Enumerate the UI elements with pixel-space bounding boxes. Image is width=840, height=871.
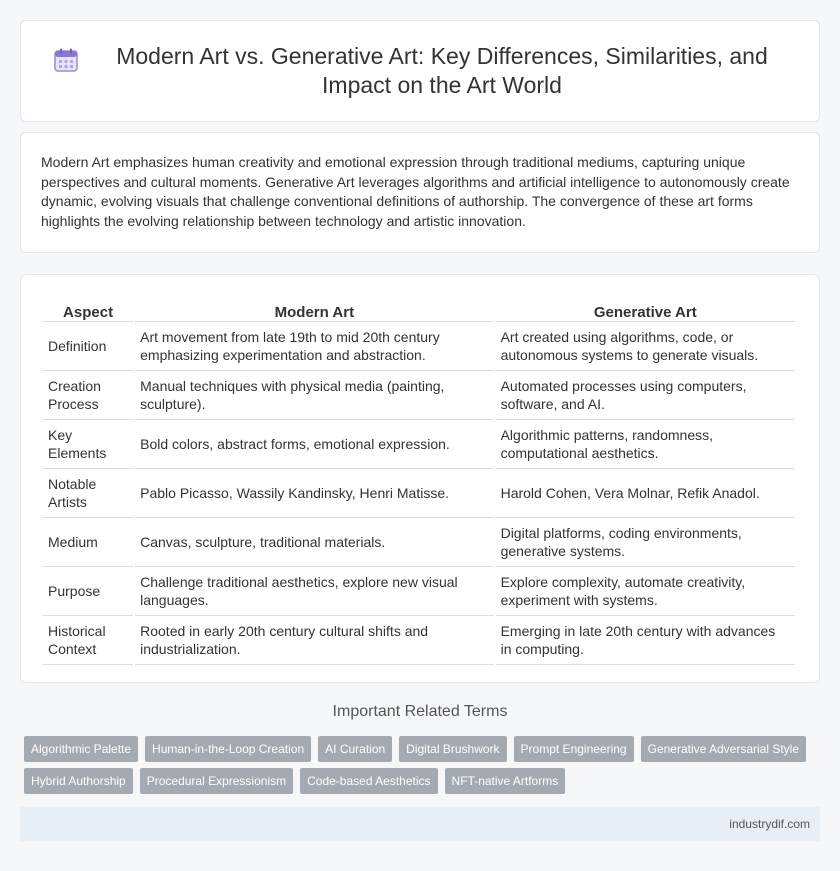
footer xyxy=(20,807,820,841)
tag-procedural-expressionism[interactable]: Procedural Expressionism xyxy=(140,768,293,794)
table-row xyxy=(43,616,795,665)
calendar-icon xyxy=(53,47,79,73)
header-modern-art: Modern Art xyxy=(135,295,493,322)
table-row xyxy=(43,567,795,616)
tag-algorithmic-palette[interactable]: Algorithmic Palette xyxy=(24,736,138,762)
comparison-table xyxy=(41,295,797,665)
row-modern-art: Art movement from late 19th to mid 20th century emphasizing experimentation and abstraction. xyxy=(135,322,493,371)
page-title: Modern Art vs. Generative Art: Key Differences, Similarities, and Impact on the Art World xyxy=(116,43,768,98)
header-aspect: Aspect xyxy=(43,295,133,322)
tag-prompt-engineering[interactable]: Prompt Engineering xyxy=(514,736,634,762)
row-generative-art: Emerging in late 20th century with advances in computing. xyxy=(496,616,795,665)
row-modern-art: Manual techniques with physical media (painting, sculpture). xyxy=(135,371,493,420)
footer-site[interactable]: industrydif.com xyxy=(729,817,810,831)
row-modern-art: Bold colors, abstract forms, emotional expression. xyxy=(135,420,493,469)
related-terms-tags xyxy=(24,736,824,800)
table-header-row xyxy=(43,295,795,322)
row-generative-art: Algorithmic patterns, randomness, computational aesthetics. xyxy=(496,420,795,469)
row-generative-art: Art created using algorithms, code, or autonomous systems to generate visuals. xyxy=(496,322,795,371)
intro-text: Modern Art emphasizes human creativity and emotional expression through traditional mediums, capturing unique perspectives and cultural moments. Generative Art leverages algorithms and artificial intelligence to autonomously create dynamic, evolving visuals that challenge conventional definitions of authorship. The convergence of these art forms highlights the evolving relationship between technology and artistic innovation. xyxy=(41,154,790,229)
row-aspect: Notable Artists xyxy=(43,469,133,518)
title-wrap xyxy=(50,42,790,100)
row-aspect: Definition xyxy=(43,322,133,371)
comparison-card xyxy=(20,274,820,683)
row-modern-art: Canvas, sculpture, traditional materials. xyxy=(135,518,493,567)
row-modern-art: Rooted in early 20th century cultural shifts and industrialization. xyxy=(135,616,493,665)
table-row xyxy=(43,420,795,469)
row-generative-art: Harold Cohen, Vera Molnar, Refik Anadol. xyxy=(496,469,795,518)
title-card xyxy=(20,20,820,122)
table-row xyxy=(43,469,795,518)
tag-human-in-the-loop-creation[interactable]: Human-in-the-Loop Creation xyxy=(145,736,311,762)
row-aspect: Purpose xyxy=(43,567,133,616)
tag-nft-native-artforms[interactable]: NFT-native Artforms xyxy=(445,768,566,794)
tag-code-based-aesthetics[interactable]: Code-based Aesthetics xyxy=(300,768,437,794)
row-modern-art: Pablo Picasso, Wassily Kandinsky, Henri Matisse. xyxy=(135,469,493,518)
header-generative-art: Generative Art xyxy=(496,295,795,322)
tag-ai-curation[interactable]: AI Curation xyxy=(318,736,392,762)
tag-hybrid-authorship[interactable]: Hybrid Authorship xyxy=(24,768,133,794)
tag-digital-brushwork[interactable]: Digital Brushwork xyxy=(399,736,506,762)
row-generative-art: Explore complexity, automate creativity, experiment with systems. xyxy=(496,567,795,616)
row-generative-art: Digital platforms, coding environments, generative systems. xyxy=(496,518,795,567)
table-row xyxy=(43,371,795,420)
intro-card xyxy=(20,132,820,253)
tag-generative-adversarial-style[interactable]: Generative Adversarial Style xyxy=(641,736,806,762)
row-aspect: Key Elements xyxy=(43,420,133,469)
table-row xyxy=(43,322,795,371)
row-aspect: Historical Context xyxy=(43,616,133,665)
related-terms-title: Important Related Terms xyxy=(332,703,508,720)
row-modern-art: Challenge traditional aesthetics, explore new visual languages. xyxy=(135,567,493,616)
row-aspect: Creation Process xyxy=(43,371,133,420)
table-row xyxy=(43,518,795,567)
row-aspect: Medium xyxy=(43,518,133,567)
row-generative-art: Automated processes using computers, software, and AI. xyxy=(496,371,795,420)
